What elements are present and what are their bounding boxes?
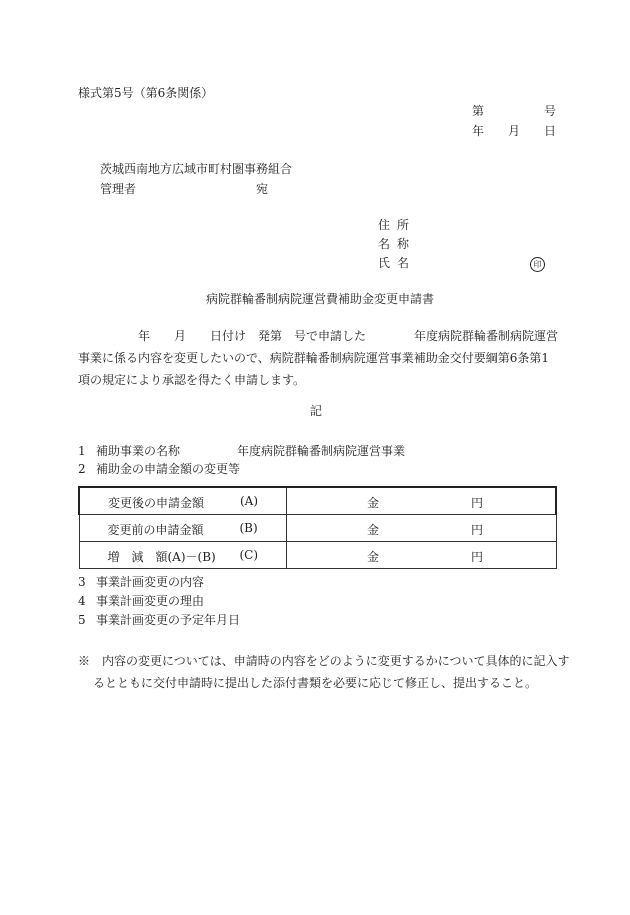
item-4-number: 4: [78, 594, 86, 608]
recipient-suffix: 宛: [256, 182, 269, 196]
kin-label: 金: [367, 523, 380, 537]
table-cell-label: [79, 542, 287, 569]
document-number-label: 第 号: [472, 104, 557, 118]
row-label: 変更後の申請金額: [108, 496, 205, 510]
row-code: (B): [239, 521, 258, 535]
item-2-text: 補助金の申請金額の変更等: [96, 462, 241, 476]
table-row: [79, 487, 556, 515]
item-1-value: 年度病院群輪番制病院運営事業: [237, 444, 406, 458]
table-cell-amount: [287, 542, 557, 569]
recipient-role: 管理者: [100, 182, 137, 196]
table-cell-label: [79, 515, 287, 542]
applicant-name-label: 名称: [378, 237, 417, 251]
yen-label: 円: [471, 496, 484, 510]
document-title: 病院群輪番制病院運営費補助金変更申請書: [206, 292, 435, 306]
item-5-text: 事業計画変更の予定年月日: [96, 613, 241, 627]
table-row: [79, 542, 556, 569]
item-5-number: 5: [78, 613, 86, 627]
row-code: (A): [240, 494, 259, 508]
item-2-number: 2: [78, 462, 86, 476]
yen-label: 円: [471, 550, 484, 564]
item-3-number: 3: [78, 575, 86, 589]
kin-label: 金: [367, 496, 380, 510]
seal-mark: [530, 256, 545, 272]
kin-label: 金: [367, 550, 380, 564]
applicant-person-label: 氏名: [378, 256, 417, 270]
footnote: ※ 内容の変更については、申請時の内容をどのように変更するかについて具体的に記入するとともに交付申請時に提出した添付書類を必要に応じて修正し、提出すること。: [78, 654, 570, 690]
item-1-number: 1: [78, 444, 86, 458]
item-3-text: 事業計画変更の内容: [96, 575, 205, 589]
row-label: 変更前の申請金額: [107, 523, 204, 537]
table-row: [79, 515, 556, 542]
item-4-text: 事業計画変更の理由: [96, 594, 205, 608]
row-label: 増 減 額(A)－(B): [107, 550, 216, 564]
row-code: (C): [239, 548, 259, 562]
form-number: 様式第5号（第6条関係）: [78, 86, 214, 100]
table-cell-amount: [287, 487, 557, 515]
date-label: 年 月 日: [472, 124, 557, 138]
recipient-organization: 茨城西南地方広域市町村圏事務組合: [100, 162, 293, 176]
seal-icon: 印: [530, 257, 545, 272]
ki-heading: 記: [310, 404, 323, 418]
applicant-address-label: 住所: [378, 218, 417, 232]
table-cell-label: [79, 487, 287, 515]
amount-change-table: [78, 486, 557, 569]
table-cell-amount: [287, 515, 557, 542]
body-paragraph: 年 月 日付け 発第 号で申請した 年度病院群輪番制病院運営事業に係る内容を変更したいので、病院群輪番制病院運営事業補助金交付要綱第6条第1項の規定により承認を得たく申請します。: [78, 329, 559, 387]
item-1-text: 補助事業の名称: [96, 444, 181, 458]
yen-label: 円: [471, 523, 484, 537]
